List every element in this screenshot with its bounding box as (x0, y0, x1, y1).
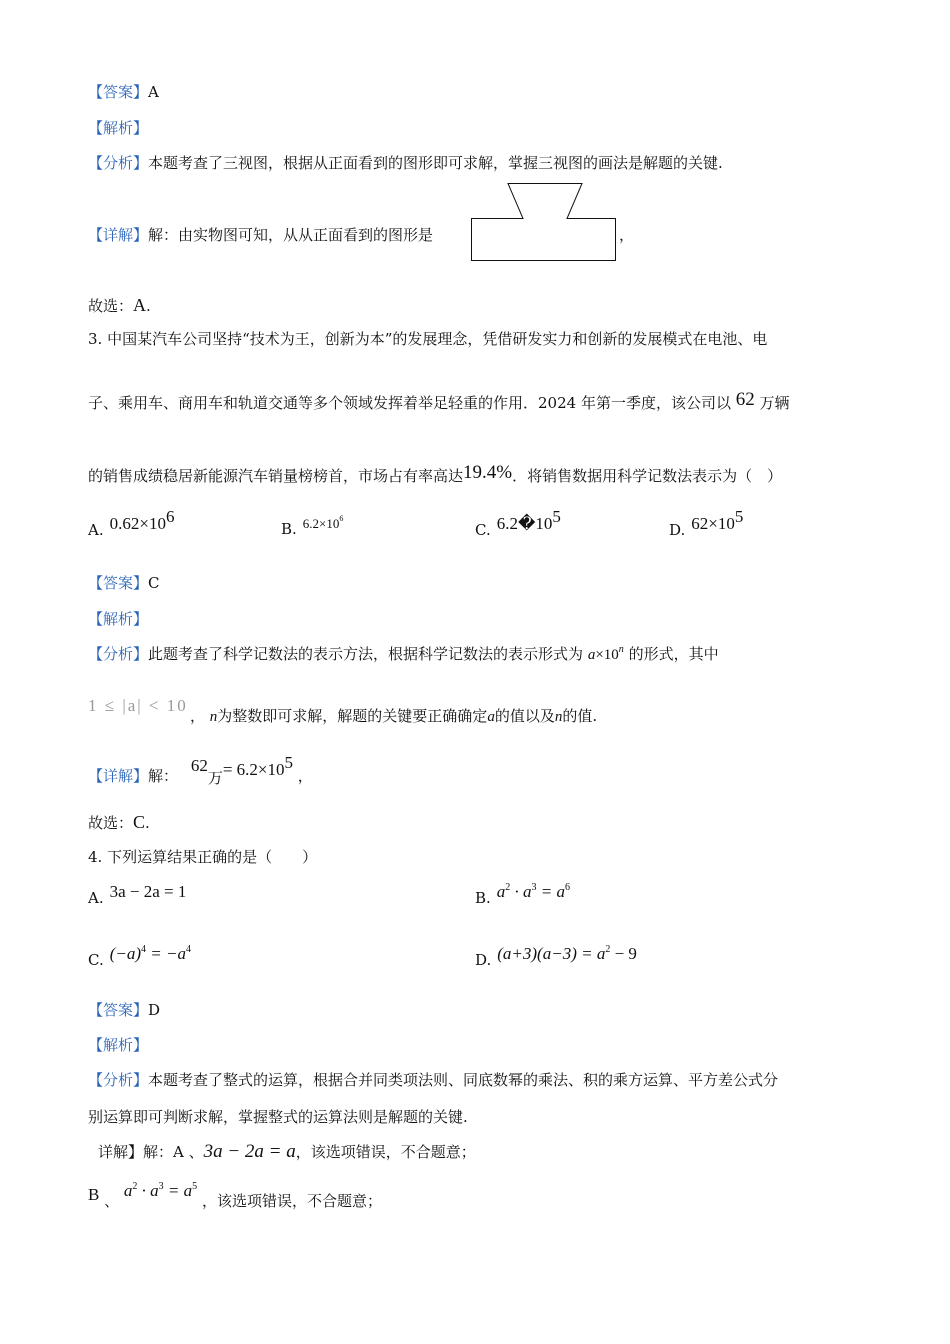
formula-times-ten: ×10 (595, 647, 619, 663)
minus-nine: − 9 (610, 944, 637, 963)
question-3-line-1: 3. 中国某汽车公司坚持“技术为王，创新为本”的发展理念，凭借研发实力和创新的发展模式在电池、电 (88, 330, 768, 348)
choose-prefix: 故选： (88, 814, 134, 832)
option-exp: 5 (734, 507, 744, 526)
choose-suffix: . (145, 814, 150, 832)
answer-tag: 【答案】 (88, 1001, 149, 1019)
detail-comma: ， (619, 226, 635, 244)
option-formula: 3a − 2a = 1 (109, 882, 187, 901)
text-b: 为整数即可求解，解题的关键要正确确定 (217, 707, 488, 725)
b-exp-1: 2 (132, 1181, 138, 1192)
analysis-tag: 【解析】 (88, 1036, 149, 1054)
question-3-line-2 (88, 389, 790, 413)
answer-value: A (148, 83, 159, 101)
detail-exp: 5 (284, 753, 294, 772)
option-label: C. (88, 951, 104, 969)
choose-line-q3 (88, 812, 150, 833)
q4-option-d[interactable] (475, 944, 637, 969)
choose-prefix: 故选： (88, 297, 134, 315)
detail-line-q4-b (88, 1181, 382, 1210)
range-line-q3 (88, 696, 188, 716)
analysis-tag: 【解析】 (88, 610, 149, 628)
answer-line-q2 (88, 82, 159, 102)
answer-line-q4 (88, 1000, 160, 1020)
option-coef: 62×10 (691, 514, 735, 533)
fenxi-text-a: 此题考查了科学记数法的表示方法，根据科学记数法的表示形式为 (148, 645, 584, 663)
q4-option-b[interactable] (475, 882, 571, 907)
formula-exp-n: n (618, 644, 624, 655)
range-formula: 1 ≤ |a| < 10 (88, 696, 188, 715)
choose-line-q2 (88, 295, 151, 316)
b-sep: 、 (104, 1192, 120, 1210)
option-label: A. (88, 521, 104, 539)
detail-num: 62 (190, 756, 208, 775)
detail-prefix: 解： (148, 767, 179, 785)
option-exp: 5 (552, 507, 561, 526)
option-label: C. (475, 521, 491, 539)
detail-unit: 万 (207, 769, 223, 787)
times-a: · a (510, 882, 532, 901)
eq-a: = a (536, 882, 566, 901)
option-label: D. (475, 951, 492, 969)
choose-value: C (133, 812, 146, 832)
fenxi-text: 本题考查了三视图，根据从正面看到的图形即可求解，掌握三视图的画法是解题的关键. (148, 154, 723, 172)
detail-line-q3 (88, 753, 313, 787)
fenxi-line-q4-2: 别运算即可判断求解，掌握整式的运算法则是解题的关键. (88, 1108, 468, 1126)
exp-1: 4 (141, 944, 147, 955)
detail-formula: 3a − 2a = a (203, 1141, 296, 1162)
var-a: a (487, 709, 495, 725)
text-d: 的值. (562, 707, 598, 725)
q3-option-b[interactable] (281, 514, 344, 538)
answer-tag: 【答案】 (88, 574, 149, 592)
answer-tag: 【答案】 (88, 83, 149, 101)
eq-neg-a: = −a (146, 944, 186, 963)
detail-comma: ， (297, 767, 313, 785)
fenxi-tag: 【分析】 (88, 645, 149, 663)
front-view-figure (470, 182, 620, 262)
detail-tag: 【详解】 (88, 767, 149, 785)
choose-value: A (133, 295, 147, 315)
option-exp: 6 (165, 507, 175, 526)
question-3-line-3 (88, 462, 783, 486)
exp: 2 (605, 944, 611, 955)
q3-line3-text-b: ．将销售数据用科学记数法表示为（ ） (512, 467, 783, 485)
detail-text: 解：由实物图可知，从从正面看到的图形是 (148, 226, 434, 244)
answer-line-q3 (88, 573, 160, 593)
analysis-tag: 【解析】 (88, 119, 149, 137)
q3-option-a[interactable] (88, 507, 175, 539)
option-label: D. (669, 521, 686, 539)
answer-value: C (148, 574, 160, 592)
fenxi-line-q4-1 (88, 1070, 778, 1090)
neg-a: (−a) (109, 944, 142, 963)
option-coef: 6.2�10 (496, 514, 553, 533)
q3-line2-text-a: 子、乘用车、商用车和轨道交通等多个领域发挥着举足轻重的作用．2024 年第一季度，该公司以 (88, 394, 731, 412)
b-eq-a: = a (163, 1181, 193, 1200)
formula-var-a: a (587, 647, 596, 663)
q3-option-c[interactable] (475, 507, 561, 539)
b-label: B (88, 1185, 100, 1204)
detail-tag: 【详解】 (88, 226, 149, 244)
choose-suffix: . (146, 297, 151, 315)
var-n: n (554, 709, 563, 725)
question-4-title: 4. 下列运算结果正确的是（ ） (88, 848, 318, 866)
detail-suffix: ，该选项错误，不合题意； (295, 1143, 476, 1161)
b-times-a: · a (137, 1181, 159, 1200)
exp-3: 6 (565, 882, 571, 893)
text-c: 的值以及 (494, 707, 555, 725)
fenxi-text: 本题考查了整式的运算，根据合并同类项法则、同底数幂的乘法、积的乘方运算、平方差公式分 (148, 1071, 779, 1089)
fenxi-line-q2 (88, 153, 723, 173)
option-label: B. (475, 889, 491, 907)
fenxi-line-q3 (88, 644, 719, 665)
q3-market-share: 19.4% (463, 462, 513, 483)
q3-option-d[interactable] (669, 507, 744, 539)
fenxi-text-b: 的形式，其中 (628, 645, 719, 663)
fenxi-tag: 【分析】 (88, 1071, 149, 1089)
b-exp-3: 5 (192, 1181, 198, 1192)
detail-equation: = 6.2×10 (222, 760, 285, 779)
q3-line2-number: 62 (735, 389, 755, 410)
detail-line-q2 (88, 225, 433, 245)
detail-line-q4 (98, 1142, 476, 1162)
detail-prefix: 详解】解：A 、 (98, 1143, 204, 1161)
q4-option-a[interactable] (88, 882, 187, 907)
var-n: n (209, 709, 218, 725)
b-suffix: ，该选项错误，不合题意； (201, 1192, 382, 1210)
comma: ， (190, 707, 206, 725)
q4-option-c[interactable] (88, 944, 191, 969)
b-base-a: a (123, 1181, 133, 1200)
b-exp-2: 3 (158, 1181, 164, 1192)
exp-2: 4 (185, 944, 191, 955)
option-label: A. (88, 889, 104, 907)
option-coef: 0.62×10 (109, 514, 166, 533)
answer-value: D (148, 1001, 161, 1019)
option-coef: 6.2×10 (302, 516, 340, 531)
range-line-q3-text (190, 706, 597, 727)
product: (a+3)(a−3) = a (497, 944, 606, 963)
option-label: B. (281, 520, 297, 538)
option-exp: 6 (339, 514, 344, 523)
exp-1: 2 (505, 882, 511, 893)
exp-2: 3 (531, 882, 537, 893)
q3-line2-text-b: 万辆 (759, 394, 790, 412)
base-a: a (496, 882, 506, 901)
fenxi-tag: 【分析】 (88, 154, 149, 172)
q3-line3-text-a: 的销售成绩稳居新能源汽车销量榜榜首，市场占有率高达 (88, 467, 464, 485)
